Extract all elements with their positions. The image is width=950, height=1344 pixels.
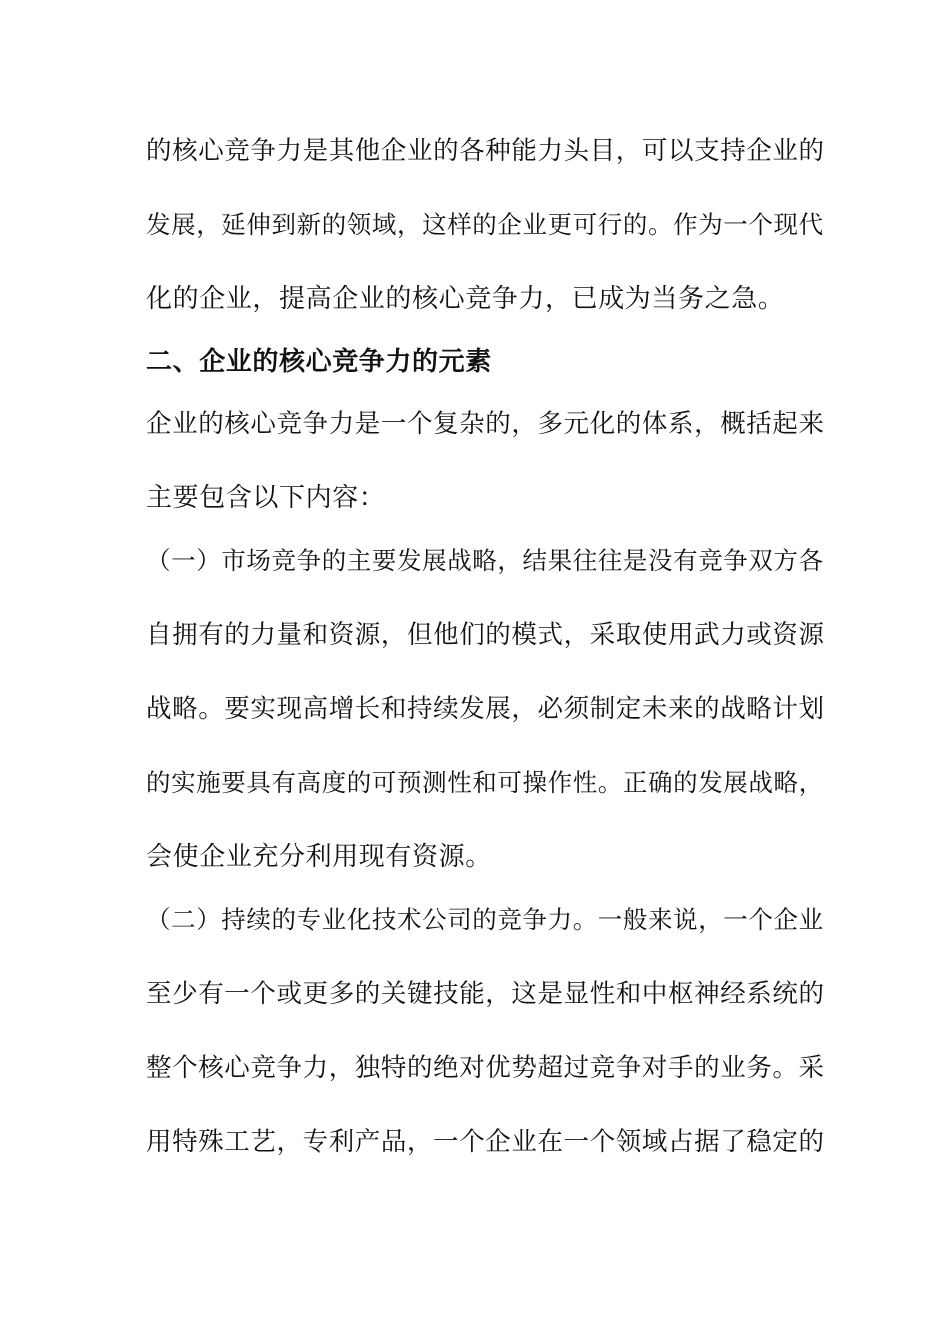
paragraph-line: 自拥有的力量和资源，但他们的模式，采取使用武力或资源 [146, 620, 825, 650]
paragraph-line: 发展，延伸到新的领域，这样的企业更可行的。作为一个现代 [146, 210, 824, 239]
paragraph-line: （二）持续的专业化技术公司的竞争力。一般来说，一个企业 [146, 905, 824, 934]
paragraph-line: 企业的核心竞争力是一个复杂的，多元化的体系，概括起来 [146, 409, 825, 439]
paragraph-line: 的实施要具有高度的可预测性和可操作性。正确的发展战略， [146, 768, 824, 797]
paragraph-line: 整个核心竞争力，独特的绝对优势超过竞争对手的业务。采 [146, 1053, 825, 1083]
paragraph-line: （一）市场竞争的主要发展战略，结果往往是没有竞争双方各 [146, 546, 824, 575]
paragraph-line: 用特殊工艺，专利产品，一个企业在一个领域占据了稳定的 [146, 1127, 825, 1157]
paragraph-line: 主要包含以下内容： [146, 483, 386, 513]
paragraph-line: 的核心竞争力是其他企业的各种能力头目，可以支持企业的 [146, 136, 825, 166]
section-heading: 二、企业的核心竞争力的元素 [146, 347, 492, 377]
paragraph-line: 战略。要实现高增长和持续发展，必须制定未来的战略计划 [146, 694, 825, 724]
paragraph-line: 至少有一个或更多的关键技能，这是显性和中枢神经系统的 [146, 979, 825, 1009]
paragraph-line: 会使企业充分利用现有资源。 [146, 842, 492, 872]
paragraph-line: 化的企业，提高企业的核心竞争力，已成为当务之急。 [146, 284, 785, 314]
